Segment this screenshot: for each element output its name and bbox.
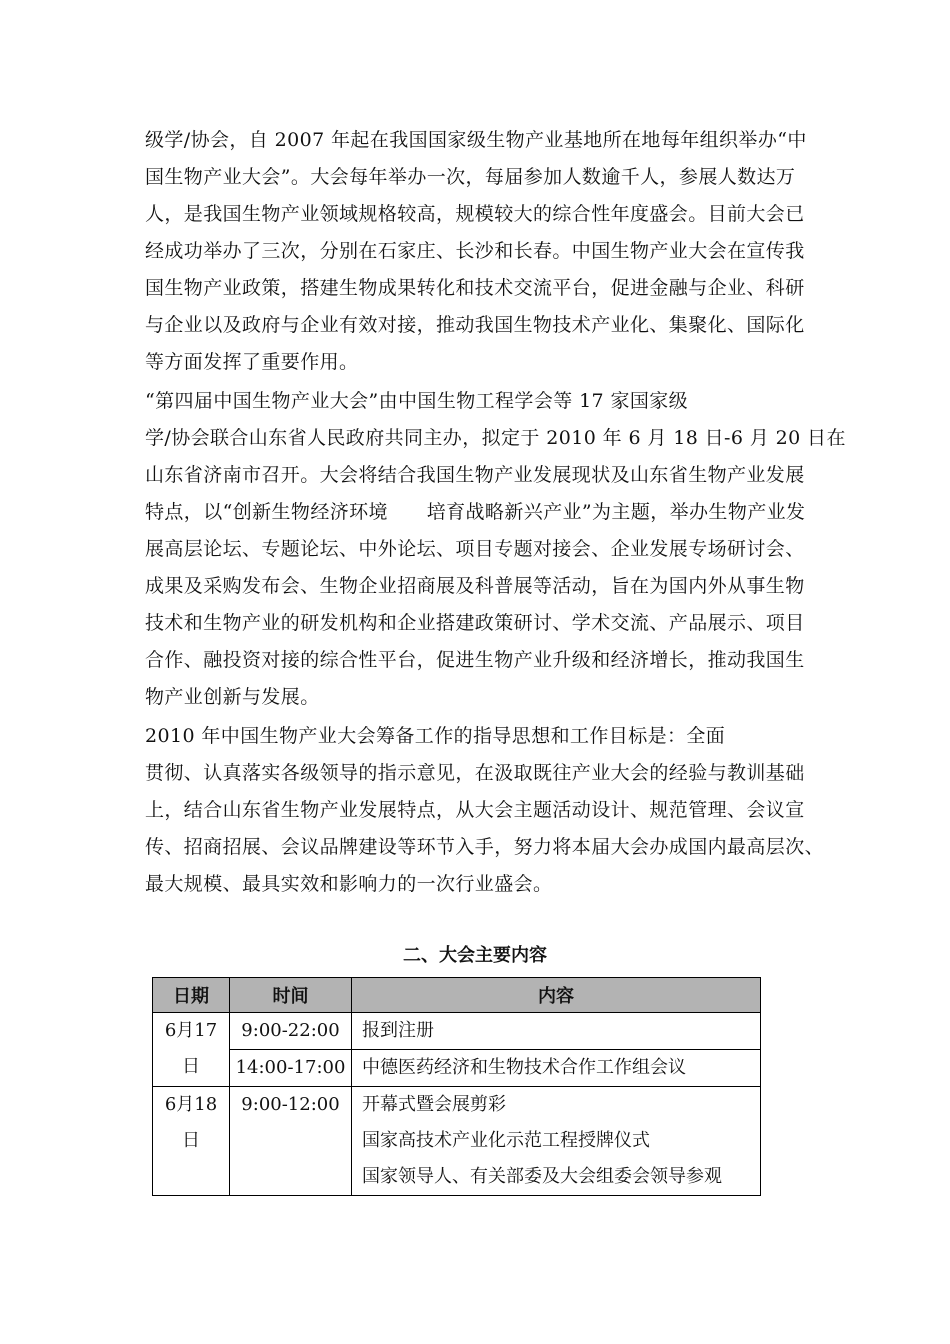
time-cell: [230, 1013, 352, 1050]
date-text: 6月18: [164, 1094, 218, 1115]
paragraph-line: 经成功举办了三次，分别在石家庄、长沙和长春。中国生物产业大会在宣传我: [145, 240, 805, 262]
paragraph-line: 国生物产业大会”。大会每年举办一次，每届参加人数逾千人，参展人数达万: [145, 166, 796, 188]
paragraph-line: 级学/协会，自 2007 年起在我国国家级生物产业基地所在地每年组织举办“中: [145, 129, 807, 151]
paragraph-line: 物产业创新与发展。: [145, 686, 320, 708]
header-content: 内容: [352, 978, 761, 1013]
paragraph-line: 等方面发挥了重要作用。: [145, 351, 359, 373]
paragraph-line: 山东省济南市召开。大会将结合我国生物产业发展现状及山东省生物产业发展: [145, 464, 805, 486]
content-text: 开幕式暨会展剪彩: [362, 1094, 506, 1115]
content-cell: [352, 1087, 761, 1196]
paragraph-line: 上，结合山东省生物产业发展特点，从大会主题活动设计、规范管理、会议宣: [145, 799, 805, 821]
paragraph-line: 与企业以及政府与企业有效对接，推动我国生物技术产业化、集聚化、国际化: [145, 314, 805, 336]
date-text: 日: [182, 1130, 200, 1151]
paragraph-line: 贯彻、认真落实各级领导的指示意见，在汲取既往产业大会的经验与教训基础: [145, 762, 805, 784]
time-cell: [230, 1087, 352, 1196]
paragraph-line: “第四届中国生物产业大会”由中国生物工程学会等 17 家国家级: [145, 390, 689, 412]
paragraph-line: 最大规模、最具实效和影响力的一次行业盛会。: [145, 873, 553, 895]
paragraph-line: 特点，以“创新生物经济环境 培育战略新兴产业”为主题，举办生物产业发: [145, 501, 806, 523]
header-time: 时间: [230, 978, 352, 1013]
header-date: 日期: [153, 978, 230, 1013]
content-cell: [352, 1013, 761, 1050]
paragraph-line: 技术和生物产业的研发机构和企业搭建政策研讨、学术交流、产品展示、项目: [145, 612, 805, 634]
schedule-table: [152, 977, 761, 1196]
table-row: [153, 1050, 761, 1087]
paragraph-line: 国生物产业政策，搭建生物成果转化和技术交流平台，促进金融与企业、科研: [145, 277, 805, 299]
content-text: 国家高技术产业化示范工程授牌仪式: [362, 1130, 650, 1151]
time-text: 9:00-22:00: [241, 1020, 340, 1041]
content-cell: [352, 1050, 761, 1087]
content-text: 国家领导人、有关部委及大会组委会领导参观: [362, 1166, 722, 1187]
paragraph-line: 传、招商招展、会议品牌建设等环节入手，努力将本届大会办成国内最高层次、: [145, 836, 825, 858]
date-cell: [153, 1013, 230, 1087]
table-row: [153, 1013, 761, 1050]
section-title: 二、大会主要内容: [403, 945, 547, 966]
paragraph-line: 展高层论坛、专题论坛、中外论坛、项目专题对接会、企业发展专场研讨会、: [145, 538, 805, 560]
content-text: 报到注册: [362, 1020, 434, 1041]
paragraph-line: 成果及采购发布会、生物企业招商展及科普展等活动，旨在为国内外从事生物: [145, 575, 805, 597]
paragraph-line: 人，是我国生物产业领域规格较高，规模较大的综合性年度盛会。目前大会已: [145, 203, 805, 225]
table-row: [153, 1087, 761, 1196]
paragraph-line: 合作、融投资对接的综合性平台，促进生物产业升级和经济增长，推动我国生: [145, 649, 805, 671]
content-text: 中德医药经济和生物技术合作工作组会议: [362, 1057, 686, 1078]
time-cell: [230, 1050, 352, 1087]
date-text: 6月17: [164, 1020, 218, 1041]
time-text: 9:00-12:00: [241, 1094, 340, 1115]
date-text: 日: [182, 1056, 200, 1077]
paragraph-line: 2010 年中国生物产业大会筹备工作的指导思想和工作目标是：全面: [145, 725, 726, 747]
paragraph-line: 学/协会联合山东省人民政府共同主办，拟定于 2010 年 6 月 18 日-6 月 20 日在: [145, 427, 846, 449]
time-text: 14:00-17:00: [235, 1057, 346, 1078]
table-header-row: [153, 978, 761, 1013]
date-cell: [153, 1087, 230, 1196]
